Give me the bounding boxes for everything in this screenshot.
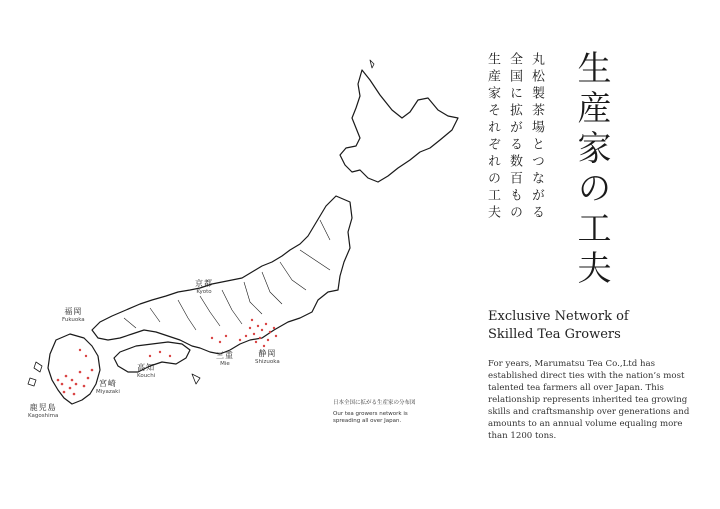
honshu-prefecture-lines [124, 220, 330, 330]
city-name-en: Kouchi [137, 373, 156, 379]
city-name-en: Mie [220, 361, 230, 367]
subtitle-line-2: 全国に拡がる数百もの [507, 52, 522, 222]
city-name-en: Shizuoka [255, 359, 280, 365]
city-name-jp: 三重 [216, 351, 234, 360]
city-name-jp: 福岡 [64, 307, 83, 316]
city-label-kagoshima [28, 402, 58, 419]
city-name-jp: 鹿児島 [29, 403, 57, 412]
city-label-miyazaki [96, 378, 120, 395]
grower-dots [57, 319, 277, 396]
subtitle-line-3: 生産家それぞれの工夫 [485, 52, 500, 222]
english-body: For years, Marumatsu Tea Co.,Ltd has established direct ties with the nation’s most talented tea farmers all over Japan. This relationship represents inherited tea growing skills and craftsmanship over generations and amounts to an annual volume equaling more than 1200 tons. [488, 359, 690, 441]
city-name-jp: 宮崎 [98, 379, 117, 388]
city-label-kyoto [195, 278, 213, 295]
hokkaido-outline [340, 70, 458, 182]
english-heading [488, 308, 629, 344]
city-name-jp: 高知 [137, 363, 156, 372]
map-note [333, 398, 418, 425]
city-label-shizuoka [255, 348, 280, 365]
honshu-outline [92, 196, 352, 354]
page-title: 生産家の工夫 [571, 50, 611, 290]
english-heading-line-1: Exclusive Network of [488, 309, 629, 324]
city-label-kochi [137, 362, 155, 379]
map-outline [28, 60, 458, 404]
map-note-jp: 日本全国に拡がる生産家の分布図 [333, 400, 416, 406]
city-name-en: Kyoto [196, 289, 212, 295]
city-label-fukuoka [62, 306, 85, 323]
city-name-en: Fukuoka [62, 317, 85, 323]
english-heading-line-2: Skilled Tea Growers [488, 327, 621, 342]
city-name-en: Miyazaki [96, 389, 120, 395]
map-note-en: Our tea growers network is spreading all over Japan. [333, 411, 408, 424]
city-name-en: Kagoshima [28, 413, 59, 419]
city-name-jp: 京都 [195, 279, 213, 288]
kyushu-islands [28, 362, 42, 386]
subtitle-line-1: 丸松製茶場とつながる [529, 52, 544, 222]
small-islands [192, 60, 374, 384]
city-name-jp: 静岡 [258, 349, 277, 358]
city-label-mie [216, 350, 234, 367]
